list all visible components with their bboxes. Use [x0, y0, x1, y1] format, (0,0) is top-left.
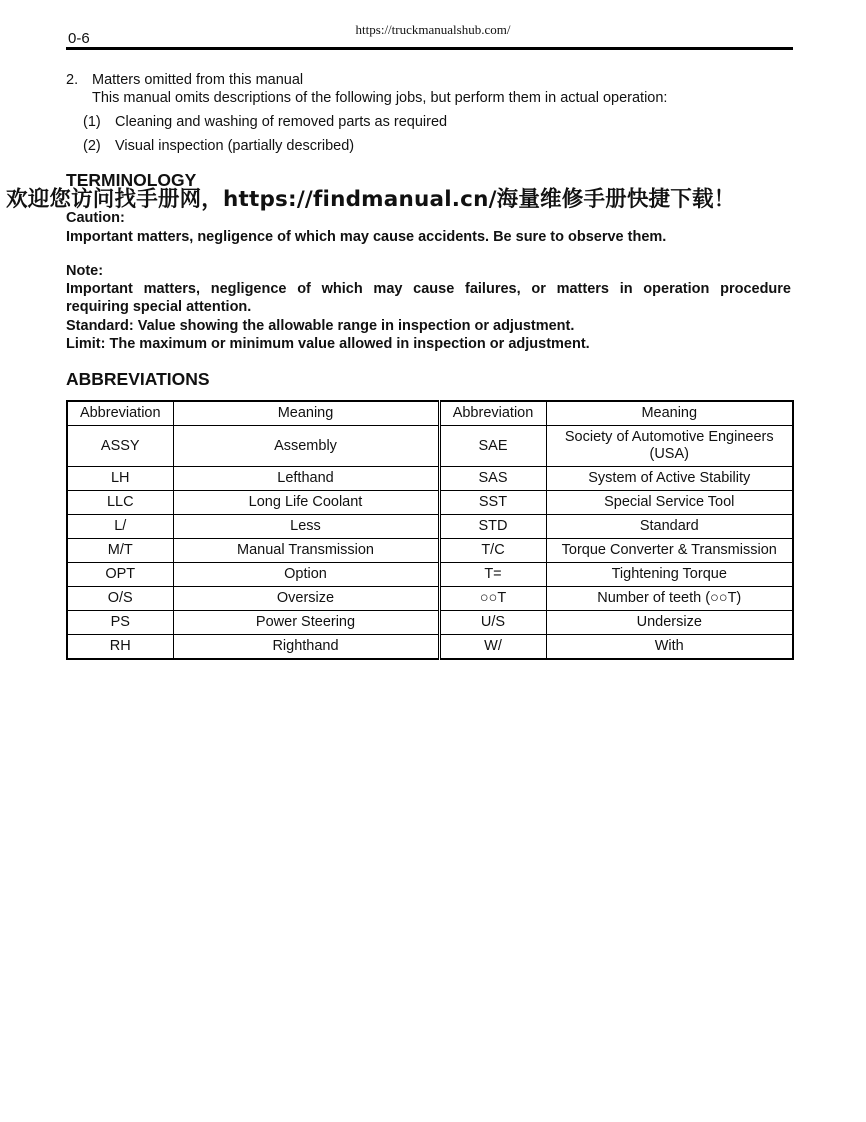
caution-label: Caution:: [66, 210, 125, 226]
item-text: Visual inspection (partially described): [115, 138, 355, 154]
omitted-item-2: [83, 137, 354, 155]
table-cell: LLC: [67, 491, 173, 515]
table-cell: Option: [173, 563, 439, 587]
table-cell: U/S: [439, 611, 546, 635]
table-row: [67, 587, 793, 611]
table-cell: Righthand: [173, 635, 439, 660]
note-label: Note:: [66, 263, 104, 279]
table-row: [67, 539, 793, 563]
table-cell: Undersize: [546, 611, 793, 635]
table-cell: PS: [67, 611, 173, 635]
table-cell: O/S: [67, 587, 173, 611]
page-number: 0-6: [68, 30, 90, 47]
table-cell: Oversize: [173, 587, 439, 611]
standard-text: Standard: Value showing the allowable range in inspection or adjustment.: [66, 318, 575, 334]
limit-text: Limit: The maximum or minimum value allowed in inspection or adjustment.: [66, 336, 590, 352]
table-cell: Long Life Coolant: [173, 491, 439, 515]
table-row: [67, 515, 793, 539]
table-cell: Less: [173, 515, 439, 539]
table-cell: Power Steering: [173, 611, 439, 635]
item-number: (2): [83, 138, 101, 154]
column-header: Abbreviation: [439, 401, 546, 426]
table-cell: W/: [439, 635, 546, 660]
caution-text: Important matters, negligence of which may cause accidents. Be sure to observe them.: [66, 229, 667, 245]
table-row: [67, 491, 793, 515]
table-cell: Manual Transmission: [173, 539, 439, 563]
table-cell: ○○T: [439, 587, 546, 611]
table-header-row: [67, 401, 793, 426]
site-url: https://truckmanualshub.com/: [355, 22, 511, 37]
table-cell: T/C: [439, 539, 546, 563]
table-cell: RH: [67, 635, 173, 660]
item-text: Cleaning and washing of removed parts as required: [115, 114, 448, 130]
terminology-heading: TERMINOLOGY: [66, 170, 197, 190]
table-row: [67, 635, 793, 660]
table-cell: ASSY: [67, 426, 173, 467]
omitted-section-title: [66, 71, 303, 89]
table-cell: Special Service Tool: [546, 491, 793, 515]
table-cell: System of Active Stability: [546, 467, 793, 491]
note-text-line2: requiring special attention.: [66, 299, 252, 315]
abbreviations-table: [66, 400, 794, 660]
table-cell: M/T: [67, 539, 173, 563]
table-cell: Assembly: [173, 426, 439, 467]
table-cell: Standard: [546, 515, 793, 539]
table-cell: Tightening Torque: [546, 563, 793, 587]
note-text-line1: Important matters, negligence of which may cause failures, or matters in operation procedure: [66, 281, 791, 297]
table-cell: SST: [439, 491, 546, 515]
table-cell: SAS: [439, 467, 546, 491]
column-header: Abbreviation: [67, 401, 173, 426]
table-cell: Lefthand: [173, 467, 439, 491]
table-row: [67, 563, 793, 587]
table-cell: OPT: [67, 563, 173, 587]
table-cell: With: [546, 635, 793, 660]
section-number: 2.: [66, 72, 79, 88]
abbreviations-heading: ABBREVIATIONS: [66, 369, 210, 389]
table-cell: Society of Automotive Engineers (USA): [546, 426, 793, 467]
omitted-item-1: [83, 113, 447, 131]
section-title: Matters omitted from this manual: [92, 72, 304, 88]
table-row: [67, 426, 793, 467]
omitted-description: This manual omits descriptions of the following jobs, but perform them in actual operation:: [92, 90, 668, 106]
table-cell: STD: [439, 515, 546, 539]
header-rule: [66, 47, 793, 50]
column-header: Meaning: [546, 401, 793, 426]
table-row: [67, 611, 793, 635]
column-header: Meaning: [173, 401, 439, 426]
table-cell: T=: [439, 563, 546, 587]
table-cell: SAE: [439, 426, 546, 467]
table-cell: L/: [67, 515, 173, 539]
table-row: [67, 467, 793, 491]
item-number: (1): [83, 114, 101, 130]
watermark-banner: 欢迎您访问找手册网，https://findmanual.cn/海量维修手册快捷下载！: [6, 187, 736, 212]
table-cell: Torque Converter & Transmission: [546, 539, 793, 563]
table-cell: Number of teeth (○○T): [546, 587, 793, 611]
table-cell: LH: [67, 467, 173, 491]
